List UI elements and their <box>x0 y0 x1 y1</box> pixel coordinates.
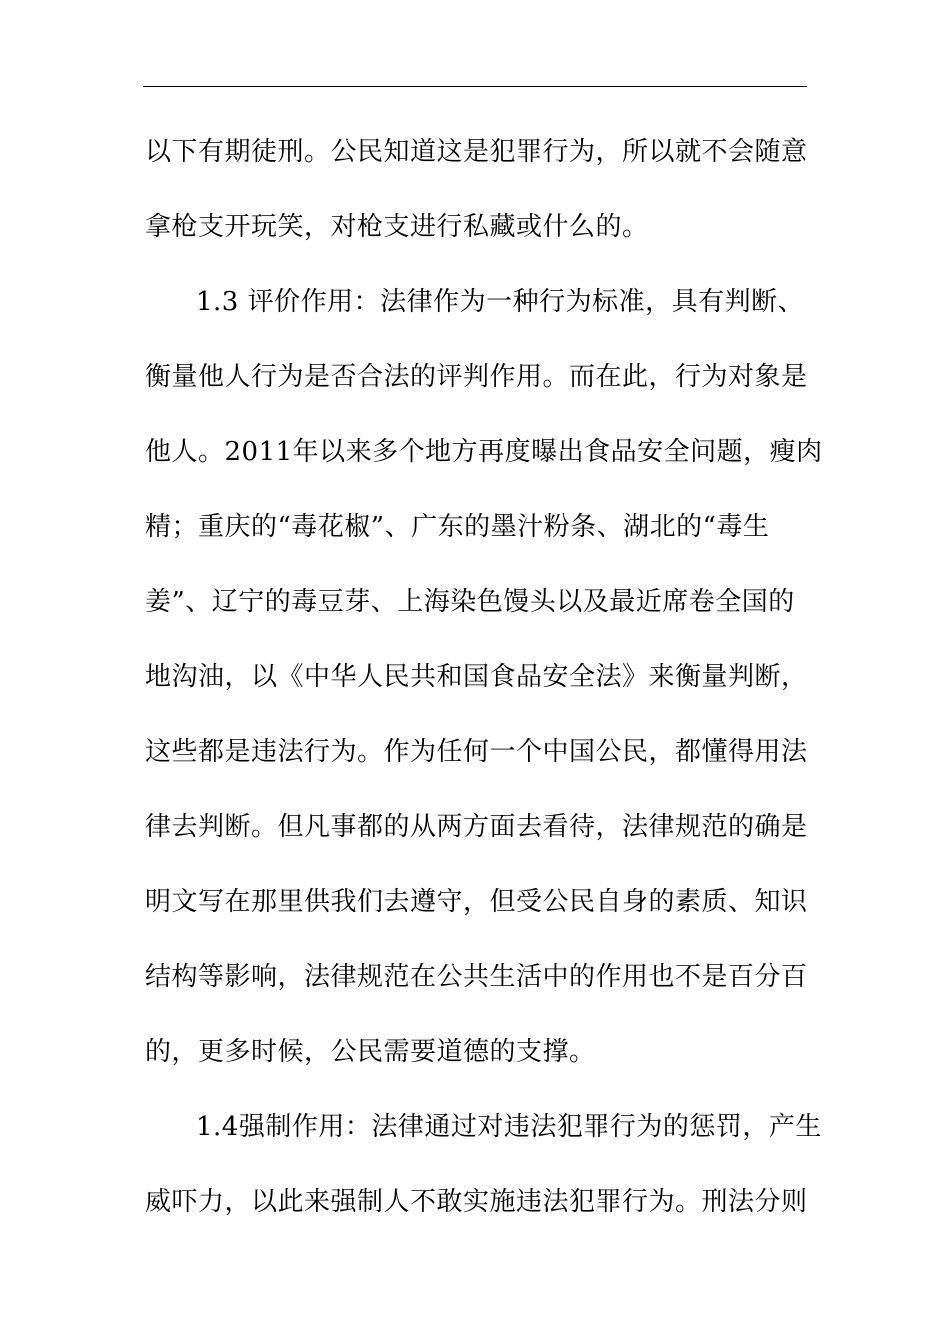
header-rule <box>143 86 807 87</box>
text-line: 律去判断。但凡事都的从两方面去看待，法律规范的确是 <box>145 812 808 842</box>
text-line: 衡量他人行为是否合法的评判作用。而在此，行为对象是 <box>145 362 808 392</box>
text-line: 这些都是违法行为。作为任何一个中国公民，都懂得用法 <box>145 737 808 767</box>
text-line: 结构等影响，法律规范在公共生活中的作用也不是百分百 <box>145 962 808 992</box>
text-line: 拿枪支开玩笑，对枪支进行私藏或什么的。 <box>145 212 649 242</box>
section-heading-1-3: 1.3 评价作用：法律作为一种行为标准，具有判断、 <box>196 287 805 317</box>
text-line: 地沟油，以《中华人民共和国食品安全法》来衡量判断， <box>145 662 808 692</box>
text-line: 的，更多时候，公民需要道德的支撑。 <box>145 1037 596 1067</box>
text-line: 精；重庆的“毒花椒”、广东的墨汁粉条、湖北的“毒生 <box>145 512 770 542</box>
text-line: 姜”、辽宁的毒豆芽、上海染色馒头以及最近席卷全国的 <box>145 587 795 617</box>
text-line: 以下有期徒刑。公民知道这是犯罪行为，所以就不会随意 <box>145 137 808 167</box>
text-line: 他人。2011年以来多个地方再度曝出食品安全问题，瘦肉 <box>145 437 823 467</box>
text-line: 威吓力，以此来强制人不敢实施违法犯罪行为。刑法分则 <box>145 1187 808 1217</box>
section-heading-1-4: 1.4强制作用：法律通过对违法犯罪行为的惩罚，产生 <box>196 1112 822 1142</box>
text-line: 明文写在那里供我们去遵守，但受公民自身的素质、知识 <box>145 887 808 917</box>
